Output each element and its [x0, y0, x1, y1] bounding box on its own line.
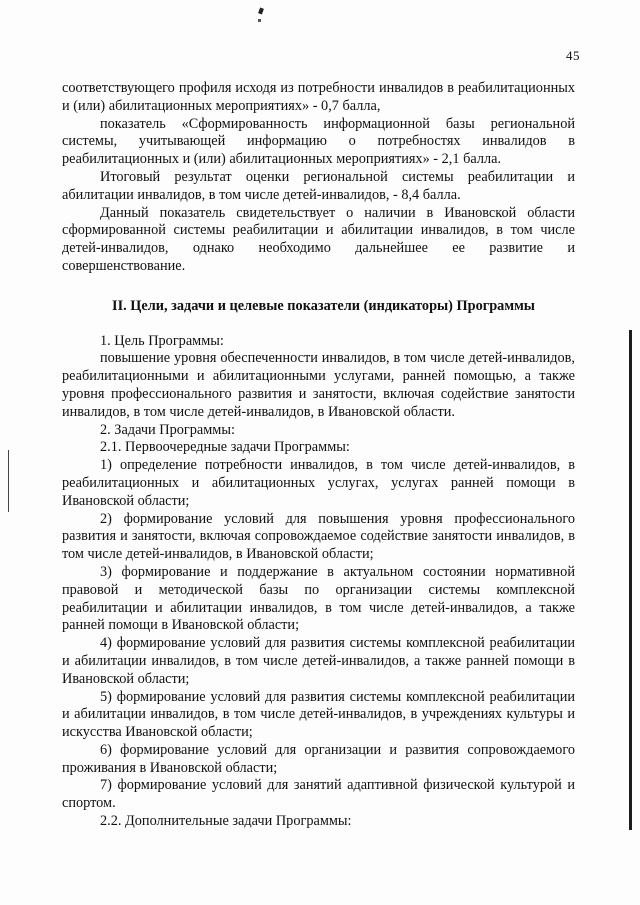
- section-heading: II. Цели, задачи и целевые показатели (индикаторы) Программы: [112, 297, 535, 314]
- intro-paragraphs: [62, 80, 575, 276]
- paragraph: 5) формирование условий для развития системы комплексной реабилитации и абилитации инвалидов, в том числе детей-инвалидов, в учреждениях культуры и искусства Ивановской области;: [62, 688, 575, 741]
- paragraph: показатель «Сформированность информационной базы региональной системы, учитывающей информацию о потребностях инвалидов в реабилитационных и (или) абилитационных мероприятиях» - 2,1 балла.: [62, 115, 575, 168]
- paragraph: 2. Задачи Программы:: [100, 421, 235, 438]
- paragraph: 2.1. Первоочередные задачи Программы:: [100, 439, 350, 456]
- paragraph: Данный показатель свидетельствует о наличии в Ивановской области сформированной системы реабилитации и абилитации инвалидов, в том числе детей-инвалидов, однако необходимо дальнейшее ее развитие и совершенствование.: [62, 204, 575, 274]
- scan-artifact-left-line: [8, 450, 9, 512]
- main-paragraphs: [62, 333, 575, 831]
- section-spacer-bottom: [62, 316, 575, 333]
- paragraph: 3) формирование и поддержание в актуальном состоянии нормативной правовой и методической базы по организации системы комплексной реабилитации и абилитации инвалидов, в том числе детей-инвалидов, а также ранней помощи в Ивановской области;: [62, 563, 575, 634]
- paragraph: 6) формирование условий для организации и развития сопровождаемого проживания в Ивановской области;: [62, 741, 575, 776]
- section-spacer-top: [62, 276, 575, 298]
- paragraph: 4) формирование условий для развития системы комплексной реабилитации и абилитации инвалидов, в том числе детей-инвалидов, а также ранней помощи в Ивановской области;: [62, 635, 575, 687]
- paragraph: 2.2. Дополнительные задачи Программы:: [100, 813, 352, 830]
- document-body: [62, 80, 575, 831]
- paragraph: 2) формирование условий для повышения уровня профессионального развития и занятости, включая сопровождаемое содействие занятости инвалидов, в том числе детей-инвалидов, в Ивановской области;: [62, 510, 575, 563]
- paragraph: повышение уровня обеспеченности инвалидов, в том числе детей-инвалидов, реабилитационными и абилитационными услугами, ранней помощью, а также уровня профессионального развития и занятости, включая содействие занятости инвалидов, в том числе детей-инвалидов, в Ивановской области.: [62, 350, 575, 420]
- paragraph: Итоговый результат оценки региональной системы реабилитации и абилитации инвалидов, в том числе детей-инвалидов, - 8,4 балла.: [62, 168, 575, 203]
- paragraph: 1) определение потребности инвалидов, в том числе детей-инвалидов, в реабилитационных и абилитационных услугах, услугах ранней помощи в Ивановской области;: [62, 457, 575, 509]
- scan-artifact-right-edge: [629, 330, 632, 830]
- paragraph: 1. Цель Программы:: [100, 332, 224, 349]
- scan-artifact-top-dot: [258, 19, 261, 22]
- page-number: 45: [566, 48, 580, 63]
- paragraph: соответствующего профиля исходя из потребности инвалидов в реабилитационных и (или) абилитационных мероприятиях» - 0,7 балла,: [62, 80, 575, 114]
- paragraph: 7) формирование условий для занятий адаптивной физической культурой и спортом.: [62, 777, 575, 812]
- scan-artifact-top: [258, 7, 264, 14]
